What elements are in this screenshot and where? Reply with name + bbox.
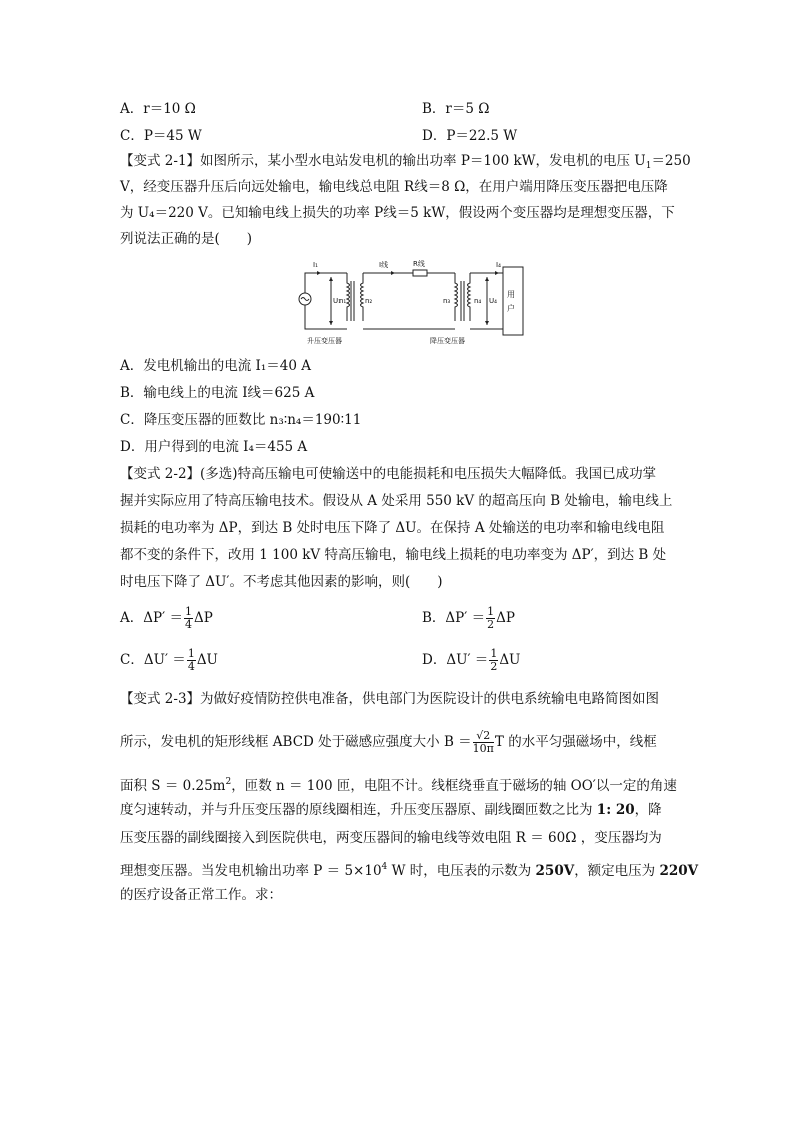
v21-option-d: D．用户得到的电流 I₄＝455 A <box>120 439 308 455</box>
v22-line-3: 损耗的电功率为 ΔP，到达 B 处时电压下降了 ΔU。在保持 A 处输送的电功率和输电线电阻 <box>120 520 665 536</box>
v21-option-b: B．输电线上的电流 I线＝625 A <box>120 385 315 401</box>
v22-option-b: B．ΔP′ ＝ $\frac{1}{2}$ ΔP <box>422 605 515 631</box>
label-n2: n₂ <box>365 297 373 305</box>
v21-line-1: 【变式 2-1】如图所示，某小型水电站发电机的输出功率 P＝100 kW，发电机的电压 $U_1=250$ <box>120 153 691 171</box>
v21-line-3: 为 U₄＝220 V。已知输电线上损失的功率 P线＝5 kW，假设两个变压器均是理想变压器，下 <box>120 205 675 221</box>
v21-option-a: A．发电机输出的电流 I₁＝40 A <box>120 358 312 374</box>
v23-line-6: 理想变压器。当发电机输出功率 $P = 5\times 10^4$ W 时，电压表的示数为 250V，额定电压为 220V <box>120 862 699 879</box>
label-i4: I₄ <box>496 261 501 269</box>
svg-text:户: 户 <box>507 304 515 313</box>
v22-line-2: 握并实际应用了特高压输电技术。假设从 A 处采用 550 kV 的超高压向 B 处输电，输电线上 <box>120 493 673 509</box>
option-d: D．P＝22.5 W <box>422 128 518 144</box>
label-i1: I₁ <box>313 261 318 269</box>
option-c: C．P＝45 W <box>120 128 202 144</box>
v22-line-1: 【变式 2-2】(多选)特高压输电可使输送中的电能损耗和电压损失大幅降低。我国已成功掌 <box>120 466 657 482</box>
v21-option-c: C．降压变压器的匝数比 n₃∶n₄＝190∶11 <box>120 412 362 428</box>
v21-tag: 【变式 2-1】 <box>120 153 201 169</box>
v23-line-5: 压变压器的副线圈接入到医院供电，两变压器间的输电线等效电阻 R ＝ 60Ω ，变压器均为 <box>120 830 662 846</box>
label-user: 用 <box>507 290 515 299</box>
transmission-circuit-diagram <box>295 257 525 347</box>
label-u4: U₄ <box>489 297 497 305</box>
label-step-up: 升压变压器 <box>307 337 342 345</box>
option-b: B．r＝5 Ω <box>422 101 490 117</box>
label-n3: n₃ <box>443 297 451 305</box>
v22-line-5: 时电压下降了 ΔU′。不考虑其他因素的影响，则( ) <box>120 574 443 590</box>
label-n4: n₄ <box>474 297 482 305</box>
label-n1: n₁ <box>339 297 347 305</box>
v23-line-3: 面积 $S = 0.25m^2$，匝数 n ＝ 100 匝，电阻不计。线框绕垂直于磁场的轴 OO′以一定的角速 <box>120 777 677 794</box>
v23-line-1: 【变式 2-3】为做好疫情防控供电准备，供电部门为医院设计的供电系统输电电路简图如图 <box>120 691 660 707</box>
v22-tag: 【变式 2-2】 <box>120 466 201 482</box>
v22-line-4: 都不变的条件下，改用 1 100 kV 特高压输电，输电线上损耗的电功率变为 ΔP′，到达 B 处 <box>120 547 667 563</box>
v22-option-a: A．ΔP′ ＝ $\frac{1}{4}$ ΔP <box>120 605 213 631</box>
label-iline: I线 <box>379 261 389 269</box>
option-a: A．r＝10 Ω <box>120 101 196 117</box>
label-rline: R线 <box>413 260 425 268</box>
v22-option-c: C．ΔU′ ＝ $\frac{1}{4}$ ΔU <box>120 647 218 673</box>
v23-line-7: 的医疗设备正常工作。求： <box>120 887 282 903</box>
v23-line-2: 所示，发电机的矩形线框 ABCD 处于磁感应强度大小 B ＝ $\frac{√2}{10\pi}$ T 的水平匀强磁场中，线框 <box>120 729 657 755</box>
v23-tag: 【变式 2-3】 <box>120 691 201 707</box>
v23-line-4: 度匀速转动，并与升压变压器的原线圈相连，升压变压器原、副线圈匝数之比为 1: 20，降 <box>120 802 662 818</box>
user-box <box>503 267 523 335</box>
label-step-down: 降压变压器 <box>430 337 465 345</box>
v21-line-2: V，经变压器升压后向远处输电，输电线总电阻 R线＝8 Ω，在用户端用降压变压器把电压降 <box>120 179 668 195</box>
v21-line-4: 列说法正确的是( ) <box>120 231 253 247</box>
label-u1: U₁ <box>333 297 341 305</box>
v22-option-d: D．ΔU′ ＝ $\frac{1}{2}$ ΔU <box>422 647 521 673</box>
